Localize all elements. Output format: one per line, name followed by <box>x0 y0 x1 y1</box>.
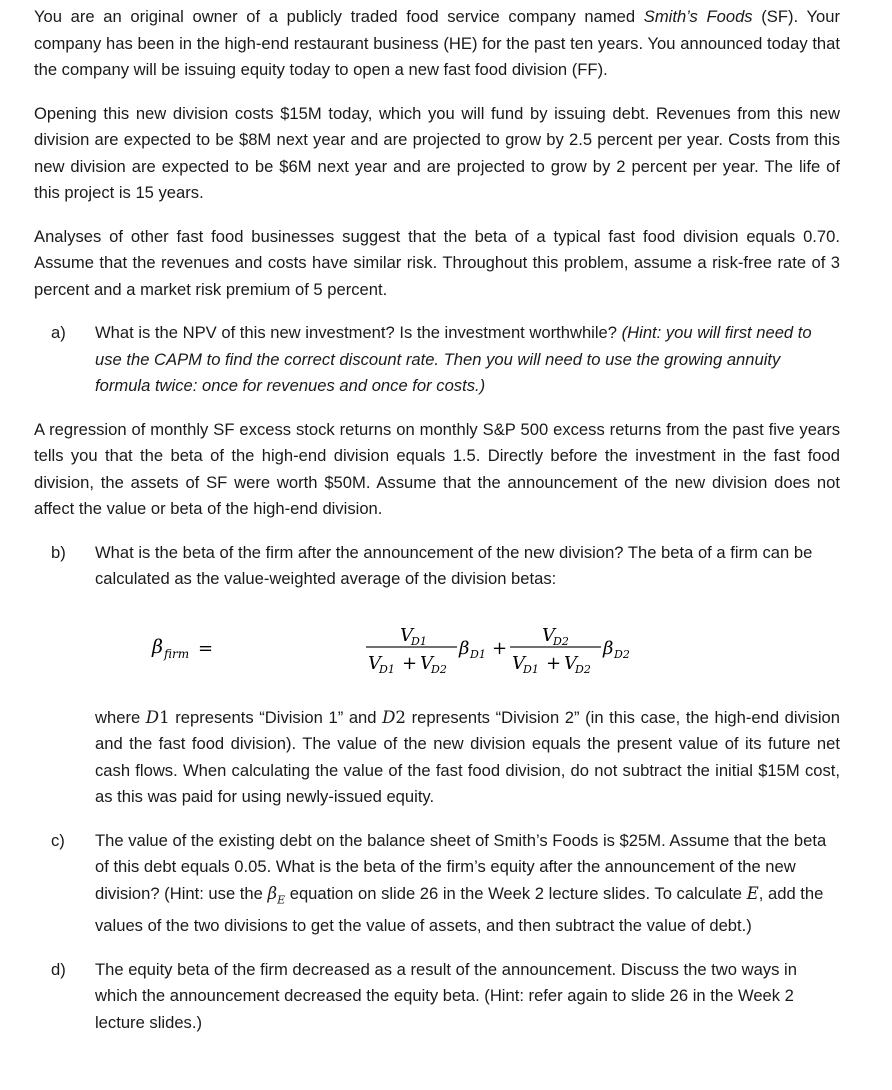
beta-d1: β <box>459 637 470 659</box>
question-c-text <box>95 828 840 940</box>
equals-sign: = <box>198 637 214 659</box>
question-c-text-0: The value of the existing debt on the balance sheet of Smith’s Foods is $25M. Assume that the beta of this debt equals 0.05. What is the beta of the firm’s equity after the announcement of the new division? (Hint: use the <box>95 830 827 903</box>
intro-text-2: (SF). Your company has been in the high-end restaurant business (HE) for the past ten years. You announced today that the company will be issuing equity today to open a new fast food division (FF). <box>34 7 840 79</box>
question-c <box>34 828 840 940</box>
where-d2-num: 2 <box>395 707 406 727</box>
company-name: Smith’s Foods <box>643 7 753 26</box>
firm-beta-formula <box>34 611 840 685</box>
denominator-sub-1a: D1 <box>379 662 395 676</box>
question-d-label: d) <box>51 959 66 979</box>
question-a <box>34 320 840 400</box>
intro-paragraph <box>34 4 840 84</box>
document-page <box>34 4 840 1053</box>
question-a-main: What is the NPV of this new investment? Is the investment worthwhile? <box>95 323 622 342</box>
denominator-plus-1: + <box>402 652 418 674</box>
intro-text-1: You are an original owner of a publicly traded food service company named <box>34 7 644 26</box>
regression-paragraph: A regression of monthly SF excess stock returns on monthly S&P 500 excess returns from the past five years tells you that the beta of the high-end division equals 1.5. Directly before the investment in the fast food division, the assets of SF were worth $50M. Assume that the announcement of the new division does not affect the value or beta of the high-end division. <box>34 419 840 518</box>
question-c-label: c) <box>51 830 65 850</box>
where-d1-var: D <box>145 707 160 727</box>
question-b-label: b) <box>51 542 66 562</box>
plus-sign: + <box>492 637 508 659</box>
where-text-2: represents “Division 2” (in this case, the high-end division and the fast food division). The value of the new division equals the present value of its future net cash flows. When calculating the value of the fast food division, do not subtract the initial $15M cost, as this was paid for using newly-issued equity. <box>95 707 841 806</box>
division-cost-paragraph: Opening this new division costs $15M today, which you will fund by issuing debt. Revenues from this new division are expected to be $8M next year and are projected to grow by 2.5 percent per year. Costs from this new division are expected to be $6M next year and are projected to grow by 2 percent per year. The life of this project is 15 years. <box>34 103 840 202</box>
question-a-hint: (Hint: you will first need to use the CAPM to find the correct discount rate. Then you will need to use the growing annuity formula twice: once for revenues and once for costs.) <box>95 323 812 395</box>
question-b <box>34 540 840 593</box>
question-c-text-2: , add the values of the two divisions to get the value of assets, and then subtract the value of debt.) <box>95 883 824 936</box>
where-d2-var: D <box>382 707 396 727</box>
beta-d2: β <box>603 637 614 659</box>
lhs-beta: β <box>152 635 163 658</box>
beta-e-sub: E <box>277 892 286 906</box>
beta-d2-sub: D2 <box>614 647 630 661</box>
denominator-v-1a: V <box>368 652 381 674</box>
numerator-v-2: V <box>542 624 555 646</box>
denominator-v-2b: V <box>564 652 577 674</box>
question-c-text-1: equation on slide 26 in the Week 2 lecture slides. To calculate <box>285 883 747 903</box>
where-text-0: where <box>95 707 146 727</box>
where-paragraph <box>34 705 840 811</box>
lhs-subscript: firm <box>164 646 190 661</box>
numerator-sub-2: D2 <box>553 634 569 648</box>
beta-e-symbol: β <box>267 883 278 903</box>
denominator-plus-2: + <box>546 652 562 674</box>
denominator-sub-2b: D2 <box>575 662 591 676</box>
denominator-sub-1b: D2 <box>431 662 447 676</box>
e-variable: E <box>746 883 759 903</box>
question-a-label: a) <box>51 323 66 342</box>
question-d <box>34 957 840 1037</box>
question-b-text: What is the beta of the firm after the announcement of the new division? The beta of a firm can be calculated as the value-weighted average of the division betas: <box>95 542 813 588</box>
formula-svg <box>34 611 840 685</box>
denominator-v-2a: V <box>512 652 525 674</box>
question-a-text <box>95 320 840 400</box>
beta-assumption-paragraph: Analyses of other fast food businesses suggest that the beta of a typical fast food division equals 0.70. Assume that the revenues and costs have similar risk. Throughout this problem, assume a risk-free rate of 3 percent and a market risk premium of 5 percent. <box>34 226 840 299</box>
numerator-sub-1: D1 <box>411 634 427 648</box>
beta-d1-sub: D1 <box>470 647 486 661</box>
where-d1-num: 1 <box>159 707 170 727</box>
where-text-1: represents “Division 1” and <box>169 707 383 727</box>
numerator-v-1: V <box>400 624 413 646</box>
denominator-sub-2a: D1 <box>523 662 539 676</box>
denominator-v-1b: V <box>420 652 433 674</box>
question-d-text: The equity beta of the firm decreased as a result of the announcement. Discuss the two ways in which the announcement decreased the equity beta. (Hint: refer again to slide 26 in the Week 2 lecture slides.) <box>95 959 797 1032</box>
